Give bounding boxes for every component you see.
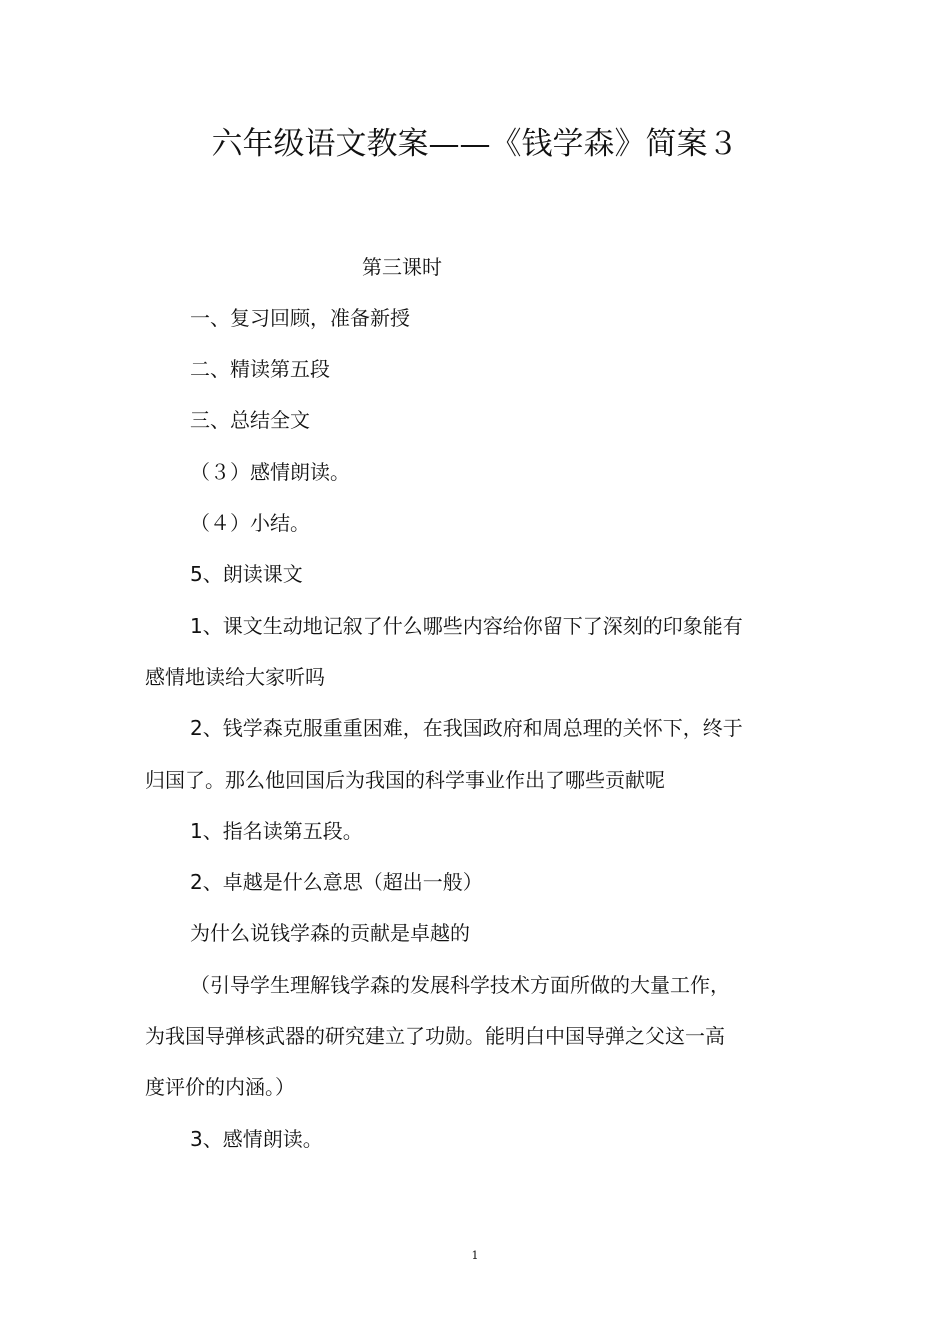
paragraph-line: 三、总结全文 (190, 408, 310, 432)
paragraph-line: 度评价的内涵。） (145, 1075, 295, 1099)
paragraph-line: 1、课文生动地记叙了什么哪些内容给你留下了深刻的印象能有 (190, 614, 743, 638)
paragraph-line: 感情地读给大家听吗 (145, 665, 325, 689)
page-number: 1 (471, 1249, 479, 1262)
paragraph-line: 一、复习回顾，准备新授 (190, 306, 410, 330)
paragraph-line: 为什么说钱学森的贡献是卓越的 (190, 921, 470, 945)
lesson-period-heading: 第三课时 (362, 255, 442, 279)
paragraph-line: （３）感情朗读。 (190, 460, 350, 484)
paragraph-line: 为我国导弹核武器的研究建立了功勋。能明白中国导弹之父这一高 (145, 1024, 725, 1048)
paragraph-line: 归国了。那么他回国后为我国的科学事业作出了哪些贡献呢 (145, 768, 665, 792)
paragraph-line: （引导学生理解钱学森的发展科学技术方面所做的大量工作， (190, 973, 730, 997)
paragraph-line: 3、感情朗读。 (190, 1127, 323, 1151)
paragraph-line: 2、卓越是什么意思（超出一般） (190, 870, 483, 894)
paragraph-line: 5、朗读课文 (190, 562, 303, 586)
paragraph-line: 2、钱学森克服重重困难，在我国政府和周总理的关怀下，终于 (190, 716, 743, 740)
paragraph-line: 1、指名读第五段。 (190, 819, 363, 843)
paragraph-line: 二、精读第五段 (190, 357, 330, 381)
paragraph-line: （４）小结。 (190, 511, 310, 535)
document-title: 六年级语文教案——《钱学森》简案３ (211, 126, 739, 162)
